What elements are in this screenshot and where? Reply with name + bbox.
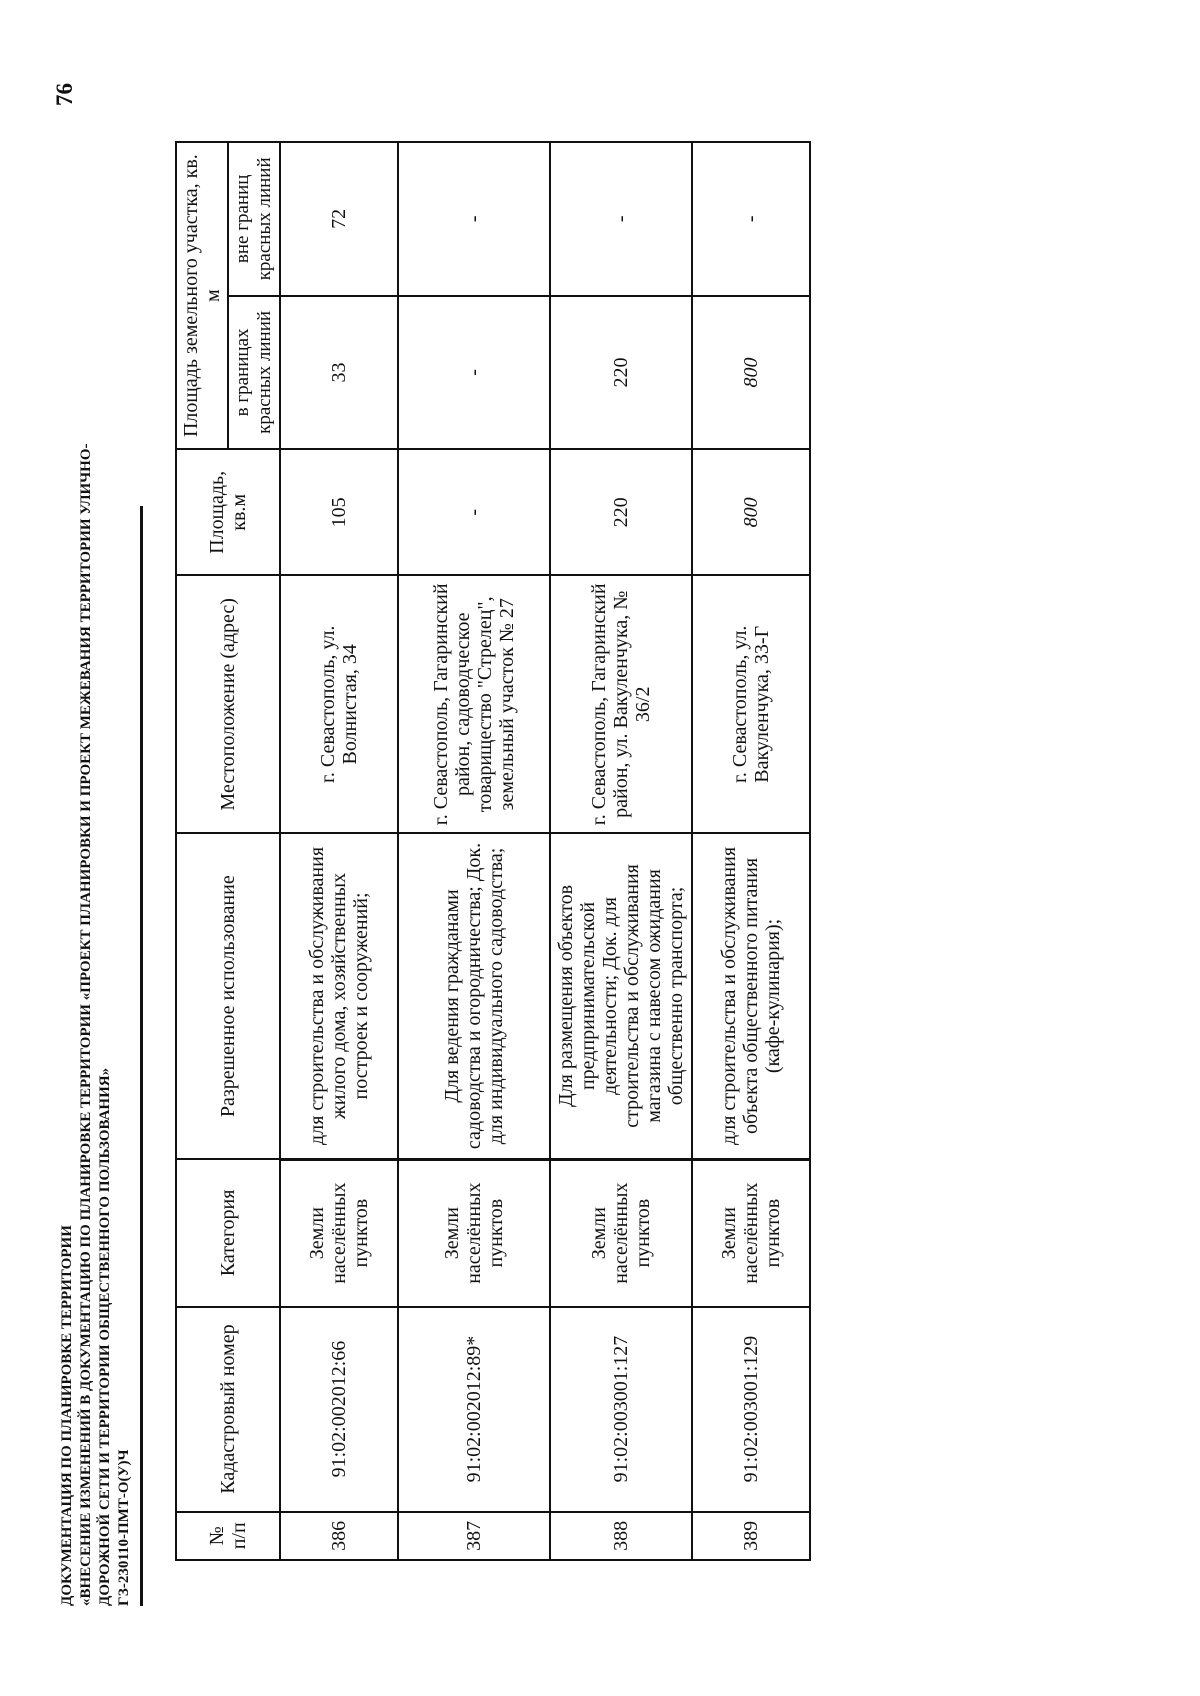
cell-cadastral: 91:02:002012:89* [398,1307,550,1512]
page-number: 76 [52,83,77,106]
cell-num: 388 [550,1512,692,1560]
cell-area: - [398,449,550,575]
table-row [692,142,810,1560]
cell-location: г. Севастополь, ул. Волнистая, 34 [280,575,398,833]
cell-area: 105 [280,449,398,575]
header-line-1: ДОКУМЕНТАЦИЯ ПО ПЛАНИРОВКЕ ТЕРРИТОРИИ [59,1225,75,1606]
cell-category: Земли населённых пунктов [280,1159,398,1306]
cell-inside: 33 [280,296,398,450]
cell-inside: - [398,296,550,450]
cell-cadastral: 91:02:003001:129 [692,1307,810,1512]
cell-location: г. Севастополь, ул. Вакуленчука, 33-Г [692,575,810,833]
cell-inside: 220 [550,296,692,450]
cell-num: 387 [398,1512,550,1560]
cell-usage: для строительства и обслуживания объекта общественного питания (кафе-кулинария); [692,833,810,1159]
cell-area: 800 [692,449,810,575]
cell-location: г. Севастополь, Гагаринский район, ул. Вакуленчука, № 36/2 [550,575,692,833]
cell-usage: для строительства и обслуживания жилого дома, хозяйственных построек и сооружений; [280,833,398,1159]
cell-outside: - [692,142,810,296]
cell-cadastral: 91:02:003001:127 [550,1307,692,1512]
table-row [398,142,550,1560]
col-header-plot-area-group: Площадь земельного участка, кв. м [176,142,228,449]
cell-area: 220 [550,449,692,575]
cell-cadastral: 91:02:002012:66 [280,1307,398,1512]
col-header-outside: вне границ красных линий [228,142,280,296]
cell-category: Земли населённых пунктов [398,1159,550,1306]
col-header-inside: в границах красных линий [228,296,280,450]
header-line-3: ДОРОЖНОЙ СЕТИ И ТЕРРИТОРИИ ОБЩЕСТВЕННОГО ПОЛЬЗОВАНИЯ» [97,1067,113,1606]
col-header-usage: Разрешенное использование [176,833,280,1159]
cell-category: Земли населённых пунктов [550,1159,692,1306]
table-row [280,142,398,1560]
col-header-cadastral: Кадастровый номер [176,1307,280,1512]
col-header-area: Площадь, кв.м [176,449,280,575]
header-line-4: ГЗ-230110-ПМТ-О(У)Ч [116,1449,132,1606]
document-header [58,106,134,1606]
header-line-2: «ВНЕСЕНИЕ ИЗМЕНЕНИЙ В ДОКУМЕНТАЦИЮ ПО ПЛАНИРОВКЕ ТЕРРИТОРИИ «ПРОЕКТ ПЛАНИРОВКИ И ПРОЕКТ МЕЖЕВАНИЯ ТЕРРИТОРИИ УЛИЧНО- [78,443,94,1606]
col-header-location: Местоположение (адрес) [176,575,280,833]
cell-usage: Для ведения гражданами садоводства и огородничества; Док. для индивидуального садоводства; [398,833,550,1159]
cell-num: 389 [692,1512,810,1560]
col-header-category: Категория [176,1159,280,1306]
cell-num: 386 [280,1512,398,1560]
cell-location: г. Севастополь, Гагаринский район, садоводческое товарищество "Стрелец", земельный участок № 27 [398,575,550,833]
cell-usage: Для размещения объектов предпринимательской деятельности; Док. для строительства и обслуживания магазина с навесом ожидания общественно транспорта; [550,833,692,1159]
cell-inside: 800 [692,296,810,450]
header-rule [140,506,143,1606]
cell-category: Земли населённых пунктов [692,1159,810,1306]
cell-outside: - [398,142,550,296]
col-header-num: № п/п [176,1512,280,1560]
land-plots-table [175,141,811,1561]
table-row [550,142,692,1560]
cell-outside: - [550,142,692,296]
cell-outside: 72 [280,142,398,296]
